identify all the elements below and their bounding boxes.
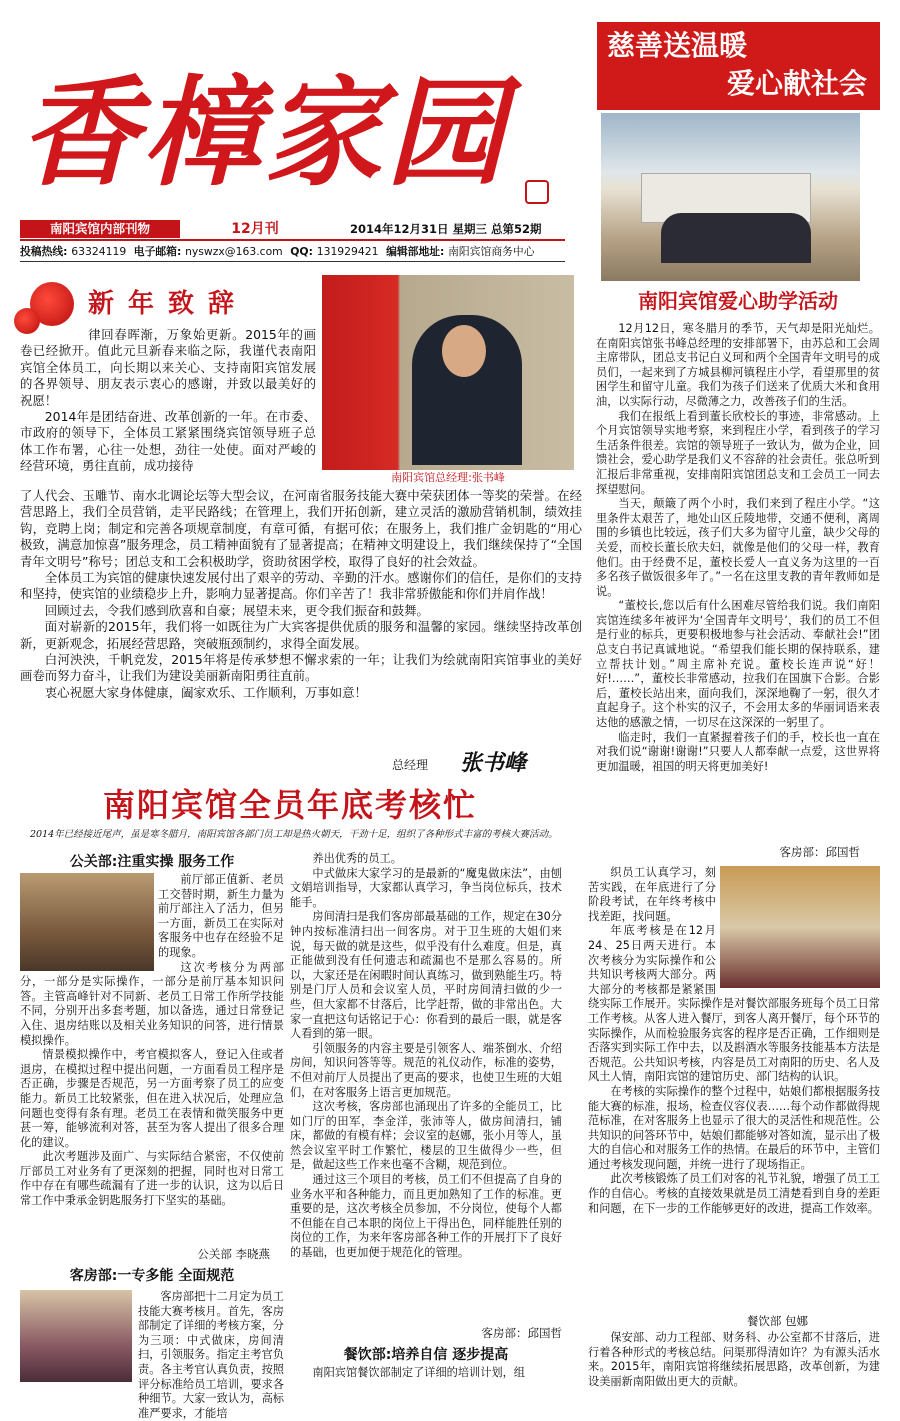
masthead (10, 20, 580, 270)
signature-name: 张书峰 (460, 750, 527, 776)
charity-banner-line2: 爱心献社会 (726, 67, 867, 100)
pr-para-3: 情景模拟操作中，考官模拟客人，登记入住或者退房，在模拟过程中提出问题，一方面看员工程序是否正确，步骤是否规范，另一方面考察了员工的应变能力。新员工比较紧张，但在进入状况后，处理应急问题也变得有条有理。老员工在表情和微笑服务中更甚一筹，能够流利对答，甚至为客人提出了很多合理化的建议。 (20, 1048, 284, 1149)
col2-para-5: 通过这三个项目的考核，员工们不但提高了自身的业务水平和各种能力，而且更加熟知了工作的标准。更重要的是，这次考核全员参加，不分岗位，使每个人都不但能在自己本职的岗位上干得出色，同样能胜任别的岗位的工作，为来年客房部各种工作的开展打下了良好的基础，也更加便于规范化的管理。 (290, 1173, 562, 1260)
col2-para-3: 引领服务的内容主要是引领客人、端茶倒水、介绍房间，知识问答等等。规范的礼仪动作，标准的姿势，不但对前厅人员提出了更高的要求，也使卫生班的大姐们，在对客服务上语言更加规范。 (290, 1041, 562, 1099)
exam-title: 南阳宾馆全员年底考核忙 (102, 786, 477, 824)
exam-lead: 2014年已经接近尾声，虽是寒冬腊月，南阳宾馆各部门员工却是热火朝天，干劲十足，组织了各种形式丰富的考核大赛活动。 (30, 829, 558, 840)
gm-face (442, 325, 486, 377)
gm-photo-caption: 南阳宾馆总经理:张书峰 (391, 471, 505, 484)
col3-para-0: 织员工认真学习，刻苦实践，在年底进行了分阶段考试，在年终考核中找差距，找问题。 (588, 866, 716, 923)
gm-photo (322, 275, 574, 470)
new-year-para-5: 回顾过去，令我们感到欣喜和自豪；展望未来，更令我们振奋和鼓舞。 (44, 602, 429, 618)
charity-banner (597, 22, 880, 110)
dining-body (290, 1366, 562, 1384)
pr-author: 公关部 李晓燕 (197, 1247, 270, 1261)
new-year-para-2: 2014年是团结奋进、改革创新的一年。在市委、市政府的领导下，全体员工紧紧围绕宾馆领导班子总体工作布署，心往一处想，劲往一处使。面对严峻的经营环境，勇往直前，成功接待 (20, 409, 316, 474)
signature-title: 总经理 (392, 758, 429, 772)
new-year-para-8: 衷心祝愿大家身体健康，阖家欢乐、工作顺利，万事如意！ (44, 684, 367, 700)
col3-author: 餐饮部 包娜 (746, 1314, 808, 1328)
hotline-label: 投稿热线: (20, 245, 68, 258)
new-year-body (20, 488, 582, 778)
col2-para-1: 中式做床大家学习的是最新的“魔鬼做床法”，由刨文娟培训指导，大家都认真学习，争当岗位标兵，技术能手。 (290, 866, 562, 909)
col2-body (290, 852, 562, 1322)
group-people (661, 213, 811, 263)
address: 南阳宾馆商务中心 (448, 245, 535, 258)
col2-para-0: 养出优秀的员工。 (312, 852, 402, 865)
pr-photo-float (20, 873, 158, 973)
subtitle-bar (20, 220, 180, 238)
address-label: 编辑部地址: (386, 245, 445, 258)
email: nyswzx@163.com (185, 245, 283, 258)
housekeeping-title: 客房部:一专多能 全面规范 (69, 1268, 235, 1284)
new-year-title: 新年致辞 (88, 289, 249, 319)
dining-photo-float (716, 866, 880, 990)
charity-para-2: 我们在报纸上看到董长欣校长的事迹，非常感动。上个月宾馆领导实地考察，来到程庄小学，看到孩子的学习生活条件很差。宾馆的领导班子一致认为，做为企业，回馈社会，爱心助学是我们义不容辞的社会责任。张总听到汇报后非常重视，安排南阳宾馆团总支和工会员工一同去探望慰问。 (596, 409, 880, 496)
housekeeping-para-1: 客房部把十二月定为员工技能大赛考核月。首先，客房部制定了详细的考核方案，分为三项：中式做床，房间清扫，引领服务。指定主考官负责。各主考官认真负责，按照评分标准给员工培训，要求各种细节。大家一致认为，高标准严要求，才能培 (138, 1290, 284, 1420)
charity-author: 客房部：邱国哲 (779, 845, 860, 859)
col3-para-3: 此次考核锻炼了员工们对客的礼节礼貌，增强了员工工作的自信心。考核的直接效果就是员工清楚看到自身的差距和问题，在下一步的工作能够更好的改进，提高工作效率。 (588, 1172, 880, 1215)
new-year-top (20, 327, 316, 487)
new-year-para-6: 面对崭新的2015年，我们将一如既往为广大宾客提供优质的服务和温馨的家园。继续坚持改革创新，更新观念，拓展经营思路，突破瓶颈制约，求得全面发展。 (20, 619, 582, 651)
qq: 131929421 (316, 245, 379, 258)
col3-para-1: 年底考核是在12月24、25日两天进行。本次考核分为实际操作和公共知识考核两大部分。两大部分的考核都是紧紧围绕实际工作展开。实际操作是对餐饮部服务班每个员工日常工作考核。从客人进入餐厅，到客人离开餐厅，每个环节的实际操作，从而检验服务宾客的程序是否正确，工作细则是否落实到实际工作中去，以及斟酒水等服务技能基本方法是否规范。公共知识考核，内容是员工对南阳的历史、名人及风土人情，南阳宾馆的建馆历史、部门结构的认识。 (588, 924, 880, 1084)
contact-line (20, 243, 570, 261)
masthead-rule-bottom (20, 261, 565, 262)
pr-title: 公关部:注重实操 服务工作 (69, 854, 235, 870)
col3-body (588, 866, 880, 1326)
dining-title: 餐饮部:培养自信 逐步提高 (343, 1347, 509, 1363)
charity-title: 南阳宾馆爱心助学活动 (638, 289, 838, 313)
col3-end (588, 1331, 880, 1388)
charity-para-5: 临走时，我们一直紧握着孩子们的手，校长也一直在对我们说“谢谢!谢谢!”只要人人都奉献一点爱，这世界将更加温暖，祖国的明天将更加美好! (596, 730, 880, 773)
pr-para-2: 这次考核分为两部分，一部分是实际操作，一部分是前厅基本知识问答。主管高峰针对不同新、老员工日常工作所学技能不同，分别开出多套考题，加以备选，通过日常登记入住、退房结账以及相关业务知识的问答，进行情景模拟操作。 (20, 960, 284, 1047)
new-year-para-7: 白河泱泱，千帆竞发，2015年将是传承梦想不懈求索的一年；让我们为绘就南阳宾馆事业的美好画卷而努力奋斗，让我们为建设美丽新南阳勇往直前。 (20, 652, 582, 684)
pr-para-4: 此次考题涉及面广、与实际结合紧密，不仅使前厅部员工对业务有了更深刻的把握，同时也对日常工作中存在有哪些疏漏有了进一步的认识，这为以后日常工作中秉承金钥匙服务打下坚实的基础。 (20, 1150, 284, 1208)
date-line: 2014年12月31日 星期三 总第52期 (350, 222, 542, 236)
pr-body (20, 873, 284, 1247)
logo-calligraphy: 香樟家园 (20, 63, 509, 202)
hotline: 63324119 (71, 245, 127, 258)
issue-label: 12月刊 (231, 221, 279, 237)
logo-seal (525, 180, 549, 204)
subtitle: 南阳宾馆内部刊物 (49, 221, 150, 236)
charity-banner-line1: 慈善送温暖 (607, 29, 748, 62)
new-year-para-4: 全体员工为宾馆的健康快速发展付出了艰辛的劳动、辛勤的汗水。感谢你们的信任，是你们的支持和坚持，使宾馆的业绩稳步上升，影响力显著提高。你们辛苦了！我非常骄傲能和你们并肩作战！ (20, 570, 582, 602)
pr-para-1: 前厅部正值新、老员工交替时期，新生力量为前厅部注入了活力，但另一方面，新员工在实际对客服务中也存在经验不足的现象。 (158, 873, 284, 959)
charity-para-4: “董校长,您以后有什么困难尽管给我们说。我们南阳宾馆连续多年被评为‘全国青年文明号’，我们的员工不但是行业的标兵，更要积极地参与社会活动、奉献社会!”团总支白书记真诚地说。“希望我们能长期的保持联系，建立帮扶计划。”周主席补充说。董校长连声说“好！好!……”，董校长非常感动，拉我们在国旗下合影。合影后，董校长站出来，面向我们，深深地鞠了一躬，很久才直起身子。这个朴实的汉子，不会用太多的华丽词语来表达他的感激之情，一切尽在这深深的一躬里了。 (596, 599, 880, 730)
new-year-para-1: 律回春晖渐，万象始更新。2015年的画卷已经掀开。值此元旦新春来临之际，我谨代表南阳宾馆全体员工，向长期以来关心、支持南阳宾馆发展的各界领导、朋友表示衷心的感谢，并致以最美好的祝愿！ (20, 327, 316, 408)
charity-para-1: 12月12日，寒冬腊月的季节，天气却是阳光灿烂。在南阳宾馆张书峰总经理的安排部署下，由苏总和工会周主席带队，团总支书记白义珂和两个全国青年文明号的成员们，一起来到了方城县柳河镇程庄小学，看望那里的贫困学生和留守儿童。我们为孩子们送来了优质大米和食用油，以实际行动，尽微薄之力，改善孩子们的生活。 (596, 322, 880, 408)
masthead-rule (20, 239, 565, 241)
housekeeping-body (138, 1290, 284, 1420)
housekeeping-photo (20, 1290, 132, 1382)
charity-para-3: 当天，颠簸了两个小时，我们来到了程庄小学。“这里条件太艰苦了，地处山区丘陵地带，交通不便利，离周围的乡镇也比较远，孩子们大多为留守儿童，缺少父母的关爱，而校长董长欣夫妇，就像是他们的父母一样，教育他们。由于经费不足，董校长爱人一直义务为这里的一百多名孩子做饭很多年了。”一名在这里支教的青年教师如是说。 (596, 497, 880, 598)
new-year-para-3: 了人代会、玉雕节、南水北调论坛等大型会议，在河南省服务技能大赛中荣获团体一等奖的荣誉。在经营思路上，我们全员营销，走平民路线；在管理上，我们开拓创新，建立灵活的激励营销机制，绩效挂钩，竞聘上岗；制定和完善各项规章制度，有章可循，有据可依；在服务上，我们推广金钥匙的“用心极致，满意加惊喜”服务理念，员工精神面貌有了显著提高；在精神文明建设上，我们继续保持了“全国青年文明号”称号；团总支和工会积极助学，资助贫困学校，取得了良好的社会效益。 (20, 488, 582, 569)
charity-photo (601, 113, 860, 281)
new-year-signature (380, 746, 580, 776)
col2-para-2: 房间清扫是我们客房部最基础的工作，规定在30分钟内按标准清扫出一间客房。对于卫生班的大姐们来说，每天做的就是这些，似乎没有什么难度。但是，真正能做到没有任何遗志和疏漏也不是那么容易的。所以，大家还是在闲暇时间认真练习，做到熟能生巧。特别是门厅人员和会议室人员，平时房间清扫做的少一些，但大家都不甘落后，比学赶帮，做的非常出色。大家一直把这句话铭记于心：你看到的最后一眼，就是客人看到的第一眼。 (290, 910, 562, 1041)
col2-para-4: 这次考核，客房部也涌现出了许多的全能员工，比如门厅的田军，李金洋，张沛等人，做房间清扫，铺床，都做的有模有样；会议室的赵娜，张小月等人，虽然会议室平时工作繁忙，楼层的卫生做得少一些，但是，做起这些工作来也毫不含糊，规范到位。 (290, 1100, 562, 1172)
col3-para-2: 在考核的实际操作的整个过程中，姑娘们都根据服务技能大赛的标准，报场，检查仪容仪表……每个动作都做得规范标准，在对客服务上也显示了很大的灵活性和规范性。公共知识的问答环节中，姑娘们都能够对答如流，显示出了极大的自信心和对服务工作的热情。在最后的环节中，主管们通过考核发现问题，并统一进行了现场指正。 (588, 1084, 880, 1171)
charity-body (596, 322, 880, 842)
dining-para-1: 南阳宾馆餐饮部制定了详细的培训计划，组 (312, 1366, 525, 1379)
col2-author: 客房部：邱国哲 (481, 1326, 562, 1340)
email-label: 电子邮箱: (133, 245, 182, 258)
qq-label: QQ: (290, 245, 313, 258)
col3-para-end: 保安部、动力工程部、财务科、办公室都不甘落后，进行着各种形式的考核总结。问渠那得清如许？为有源头活水来。2015年，南阳宾馆将继续拓展思路，改革创新，为建设美丽新南阳做出更大的贡献。 (588, 1331, 880, 1388)
